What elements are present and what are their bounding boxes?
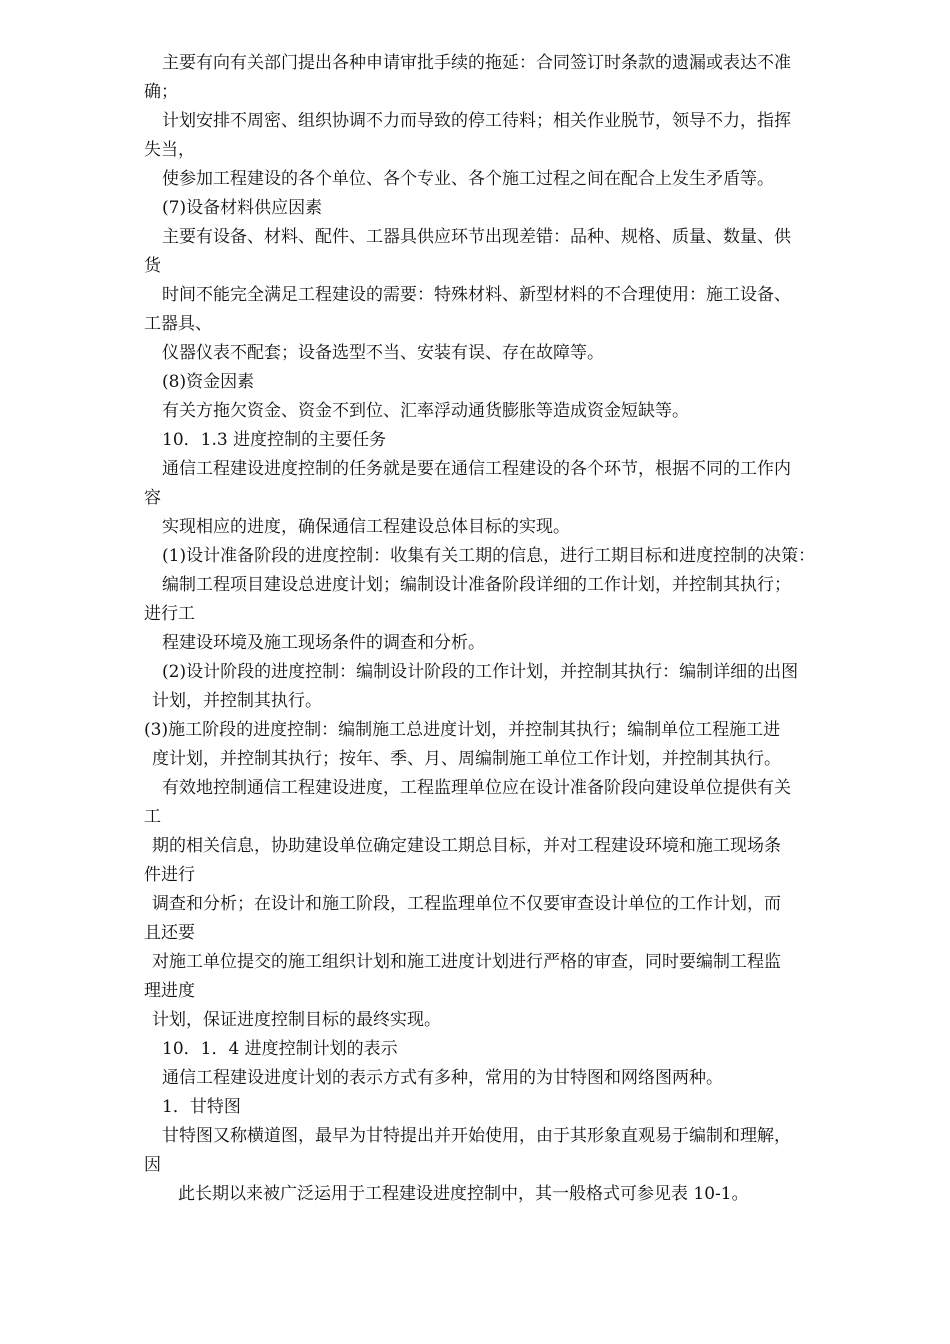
text-line: 容 xyxy=(144,488,161,508)
section-heading: (8)资金因素 xyxy=(162,372,255,392)
text-line: (2)设计阶段的进度控制：编制设计阶段的工作计划，并控制其执行：编制详细的出图 xyxy=(162,662,799,682)
text-line: 工器具、 xyxy=(144,314,212,334)
text-line: 通信工程建设进度控制的任务就是要在通信工程建设的各个环节，根据不同的工作内 xyxy=(162,459,791,479)
text-line: 确； xyxy=(144,82,178,102)
text-line: 此长期以来被广泛运用于工程建设进度控制中，其一般格式可参见表 10-1。 xyxy=(178,1184,749,1204)
section-heading: 10．1．4 进度控制计划的表示 xyxy=(162,1039,398,1059)
text-line: 期的相关信息，协助建设单位确定建设工期总目标，并对工程建设环境和施工现场条 xyxy=(152,836,781,856)
text-line: 通信工程建设进度计划的表示方式有多种，常用的为甘特图和网络图两种。 xyxy=(162,1068,723,1088)
text-line: 实现相应的进度，确保通信工程建设总体目标的实现。 xyxy=(162,517,570,537)
section-heading: 1．甘特图 xyxy=(162,1097,241,1117)
text-line: 件进行 xyxy=(144,865,195,885)
section-heading: 10．1.3 进度控制的主要任务 xyxy=(162,430,387,450)
text-line: 货 xyxy=(144,256,161,276)
text-line: 编制工程项目建设总进度计划；编制设计准备阶段详细的工作计划，并控制其执行； xyxy=(162,575,791,595)
text-line: 理进度 xyxy=(144,981,195,1001)
text-line: 时间不能完全满足工程建设的需要：特殊材料、新型材料的不合理使用：施工设备、 xyxy=(162,285,791,305)
text-line: (3)施工阶段的进度控制：编制施工总进度计划，并控制其执行；编制单位工程施工进 xyxy=(144,720,781,740)
text-line: 计划，保证进度控制目标的最终实现。 xyxy=(152,1010,441,1030)
text-line: 对施工单位提交的施工组织计划和施工进度计划进行严格的审查，同时要编制工程监 xyxy=(152,952,781,972)
text-line: (1)设计准备阶段的进度控制：收集有关工期的信息，进行工期目标和进度控制的决策： xyxy=(162,546,816,566)
text-line: 进行工 xyxy=(144,604,195,624)
text-line: 计划安排不周密、组织协调不力而导致的停工待料；相关作业脱节，领导不力，指挥 xyxy=(162,111,791,131)
text-line: 因 xyxy=(144,1155,161,1175)
text-line: 有关方拖欠资金、资金不到位、汇率浮动通货膨胀等造成资金短缺等。 xyxy=(162,401,689,421)
text-line: 有效地控制通信工程建设进度，工程监理单位应在设计准备阶段向建设单位提供有关 xyxy=(162,778,791,798)
text-line: 仪器仪表不配套；设备选型不当、安装有误、存在故障等。 xyxy=(162,343,604,363)
text-line: 主要有向有关部门提出各种申请审批手续的拖延：合同签订时条款的遗漏或表达不准 xyxy=(162,53,791,73)
text-line: 主要有设备、材料、配件、工器具供应环节出现差错：品种、规格、质量、数量、供 xyxy=(162,227,791,247)
text-line: 工 xyxy=(144,807,161,827)
text-line: 度计划，并控制其执行；按年、季、月、周编制施工单位工作计划，并控制其执行。 xyxy=(152,749,781,769)
text-line: 使参加工程建设的各个单位、各个专业、各个施工过程之间在配合上发生矛盾等。 xyxy=(162,169,774,189)
section-heading: (7)设备材料供应因素 xyxy=(162,198,323,218)
text-line: 调查和分析；在设计和施工阶段，工程监理单位不仅要审查设计单位的工作计划，而 xyxy=(152,894,781,914)
text-line: 甘特图又称横道图，最早为甘特提出并开始使用，由于其形象直观易于编制和理解， xyxy=(162,1126,791,1146)
text-line: 计划，并控制其执行。 xyxy=(152,691,322,711)
text-line: 程建设环境及施工现场条件的调查和分析。 xyxy=(162,633,485,653)
text-line: 失当， xyxy=(144,140,195,160)
text-line: 且还要 xyxy=(144,923,195,943)
